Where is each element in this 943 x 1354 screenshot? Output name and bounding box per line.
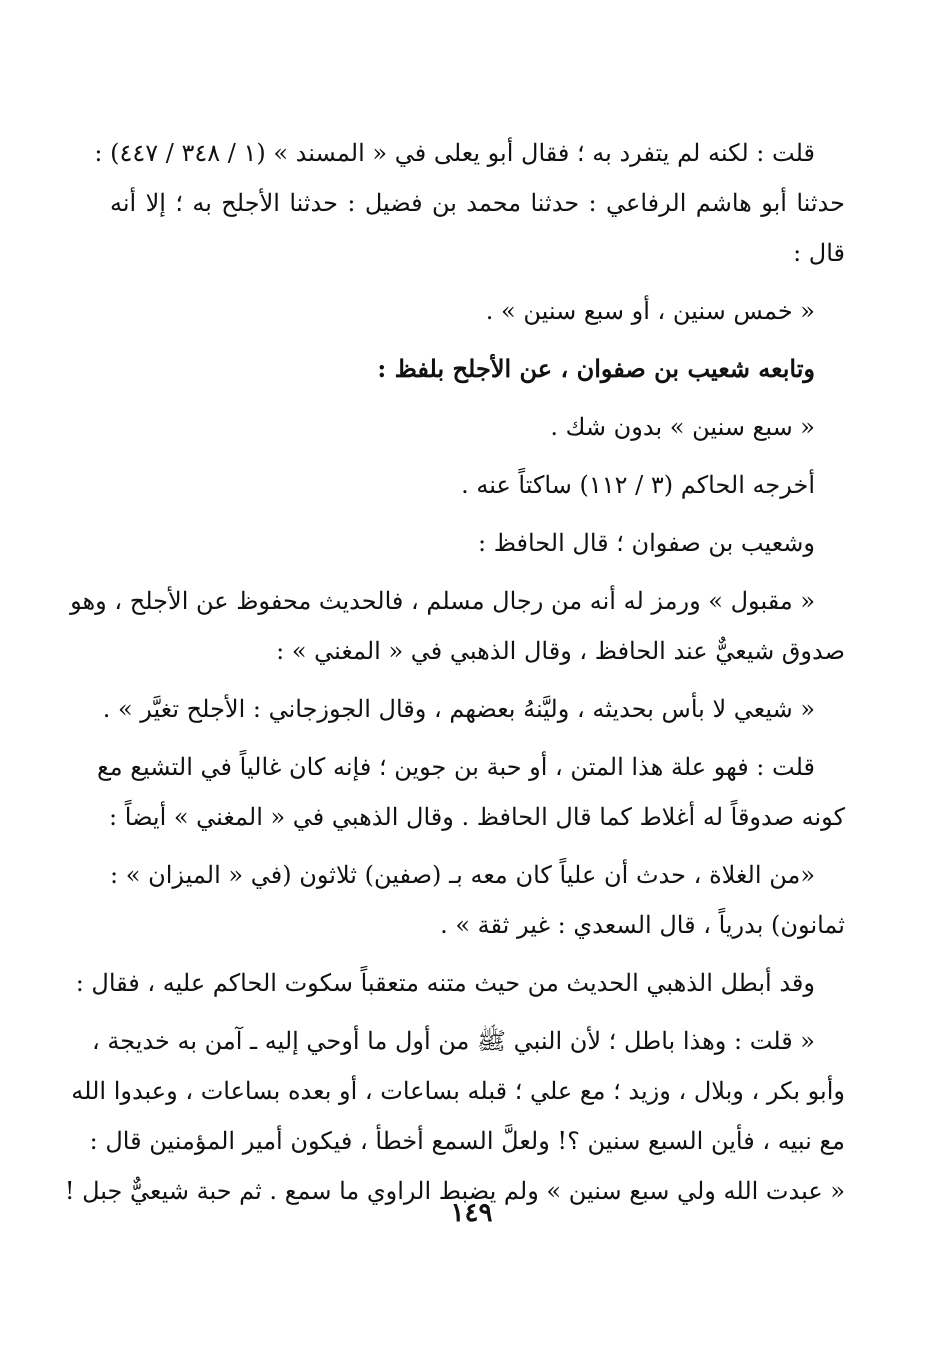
quote-line-15: ثمانون) بدرياً ، قال السعدي : غير ثقة » . xyxy=(440,911,845,939)
quote-line-11: « شيعي لا بأس بحديثه ، وليَّنهُ بعضهم ، وقال الجوزجاني : الأجلح تغيَّر » . xyxy=(102,695,815,723)
text-line-8: وشعيب بن صفوان ؛ قال الحافظ : xyxy=(478,529,815,557)
text-line-1: قلت : لكنه لم يتفرد به ؛ فقال أبو يعلى في « المسند » (١ / ٣٤٨ / ٤٤٧) : xyxy=(94,139,815,167)
text-line-7: أخرجه الحاكم (٣ / ١١٢) ساكتاً عنه . xyxy=(461,471,815,499)
text-line-10: صدوق شيعيٌّ عند الحافظ ، وقال الذهبي في « المغني » : xyxy=(276,637,845,665)
text-line-16: وقد أبطل الذهبي الحديث من حيث متنه متعقباً سكوت الحاكم عليه ، فقال : xyxy=(75,969,815,997)
text-line-2: حدثنا أبو هاشم الرفاعي : حدثنا محمد بن فضيل : حدثنا الأجلح به ؛ إلا أنه xyxy=(110,189,845,217)
page-number: ١٤٩ xyxy=(450,1198,493,1228)
quote-line-20: « عبدت الله ولي سبع سنين » ولم يضبط الراوي ما سمع . ثم حبة شيعيٌّ جبل ! xyxy=(64,1177,845,1205)
text-line-12: قلت : فهو علة هذا المتن ، أو حبة بن جوين ؛ فإنه كان غالياً في التشيع مع xyxy=(96,753,815,781)
text-line-13: كونه صدوقاً له أغلاط كما قال الحافظ . وقال الذهبي في « المغني » أيضاً : xyxy=(109,803,845,831)
quote-line-14: «من الغلاة ، حدث أن علياً كان معه بـ (صفين) ثلاثون (في « الميزان » : xyxy=(110,861,816,889)
body-text xyxy=(64,128,845,1216)
quote-line-6: « سبع سنين » بدون شك . xyxy=(550,413,815,441)
text-line-5: وتابعه شعيب بن صفوان ، عن الأجلح بلفظ : xyxy=(377,354,815,383)
text-line-3: قال : xyxy=(793,239,845,267)
text-line-9: « مقبول » ورمز له أنه من رجال مسلم ، فالحديث محفوظ عن الأجلح ، وهو xyxy=(70,587,815,615)
quote-line-19: مع نبيه ، فأين السبع سنين ؟! ولعلَّ السمع أخطأ ، فيكون أمير المؤمنين قال : xyxy=(89,1127,845,1155)
quote-line-17: « قلت : وهذا باطل ؛ لأن النبي ﷺ من أول ما أوحي إليه ـ آمن به خديجة ، xyxy=(91,1027,815,1055)
quote-line-18: وأبو بكر ، وبلال ، وزيد ؛ مع علي ؛ قبله بساعات ، أو بعده بساعات ، وعبدوا الله xyxy=(71,1077,845,1105)
quote-line-4: « خمس سنين ، أو سبع سنين » . xyxy=(485,297,815,325)
